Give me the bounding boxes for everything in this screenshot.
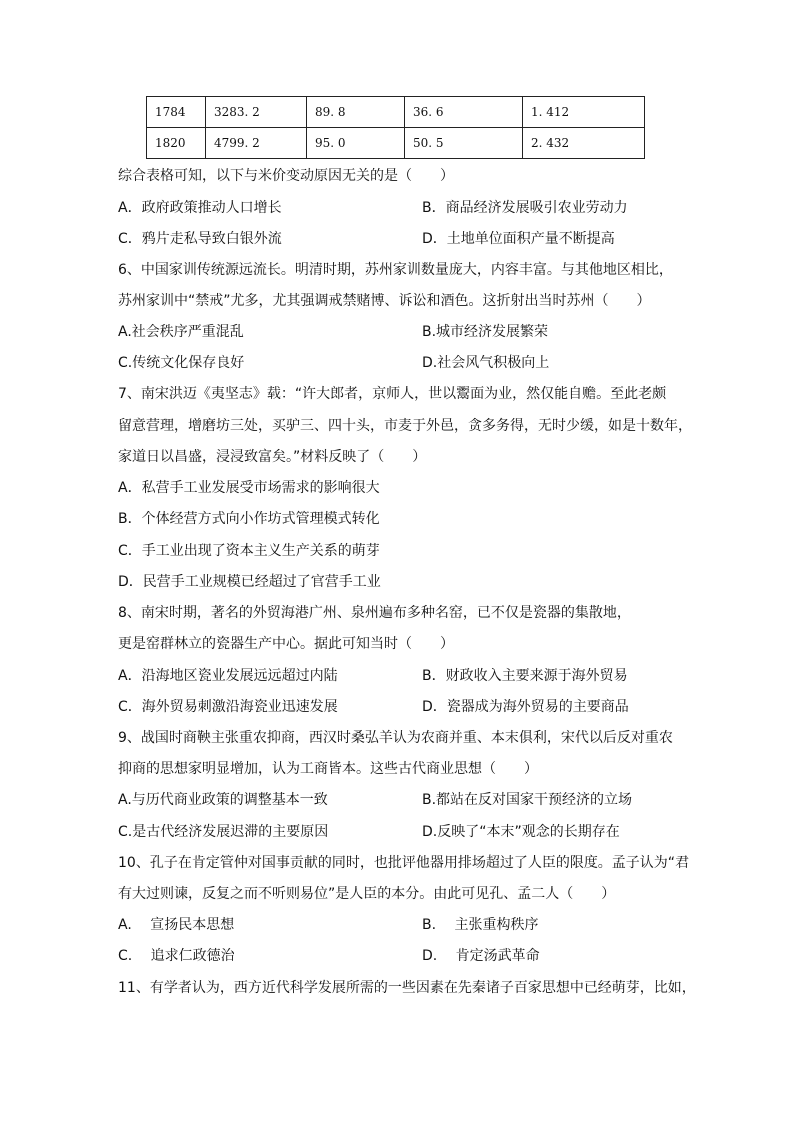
q8-option-c: C．海外贸易刺激沿海瓷业迅速发展: [118, 699, 338, 715]
q5-option-c: C．鸦片走私导致白银外流: [118, 231, 282, 247]
q6-option-a: A.社会秩序严重混乱: [118, 324, 244, 340]
q8-stem-line2: 更是窑群林立的瓷器生产中心。据此可知当时（ ）: [118, 636, 454, 652]
q7-option-a: A．私营手工业发展受市场需求的影响很大: [118, 480, 380, 496]
q5-option-a: A．政府政策推动人口增长: [118, 200, 282, 216]
q7-stem-line3: 家道日以昌盛，浸浸致富矣。”材料反映了（ ）: [118, 449, 427, 465]
q7-option-d: D．民营手工业规模已经超过了官营手工业: [118, 574, 381, 590]
q8-option-b: B．财政收入主要来源于海外贸易: [422, 668, 628, 684]
q10-option-b: B. 主张重构秩序: [422, 917, 539, 933]
q10-option-c: C. 追求仁政德治: [118, 948, 235, 964]
q7-option-c: C．手工业出现了资本主义生产关系的萌芽: [118, 543, 380, 559]
q11-stem-line1: 11、有学者认为，西方近代科学发展所需的一些因素在先秦诸子百家思想中已经萌芽，比如，: [118, 980, 696, 996]
table-cell: 1820: [147, 128, 206, 159]
q5-stem: 综合表格可知，以下与米价变动原因无关的是（ ）: [118, 168, 454, 184]
q10-stem-line2: 有大过则谏，反复之而不听则易位”是人臣的本分。由此可见孔、孟二人（ ）: [118, 886, 616, 902]
q6-option-b: B.城市经济发展繁荣: [422, 324, 549, 340]
table-cell: 36. 6: [405, 97, 523, 128]
q9-option-b: B.都站在反对国家干预经济的立场: [422, 792, 633, 808]
q6-option-c: C.传统文化保存良好: [118, 355, 245, 371]
q7-stem-line2: 留意营理，增磨坊三处，买驴三、四十头，市麦于外邑，贪多务得，无时少缓，如是十数年，: [118, 418, 692, 434]
q6-option-d: D.社会风气积极向上: [422, 355, 550, 371]
q9-option-d: D.反映了“本末”观念的长期存在: [422, 824, 620, 840]
table-cell: 89. 8: [307, 97, 405, 128]
table-cell: 1. 412: [523, 97, 645, 128]
q7-option-b: B．个体经营方式向小作坊式管理模式转化: [118, 511, 380, 527]
q9-option-a: A.与历代商业政策的调整基本一致: [118, 792, 328, 808]
q9-stem-line1: 9、战国时商鞅主张重农抑商，西汉时桑弘羊认为农商并重、本末俱利，宋代以后反对重农: [118, 730, 673, 746]
data-table: [146, 96, 645, 159]
q9-stem-line2: 抑商的思想家明显增加，认为工商皆本。这些古代商业思想（ ）: [118, 761, 538, 777]
table-cell: 4799. 2: [206, 128, 307, 159]
table-cell: 1784: [147, 97, 206, 128]
q8-option-a: A．沿海地区瓷业发展远远超过内陆: [118, 668, 338, 684]
q8-stem-line1: 8、南宋时期，著名的外贸海港广州、泉州遍布多种名窑，已不仅是瓷器的集散地，: [118, 605, 631, 621]
q6-stem-line2: 苏州家训中“禁戒”尤多，尤其强调戒禁赌博、诉讼和酒色。这折射出当时苏州（ ）: [118, 293, 651, 309]
q7-stem-line1: 7、南宋洪迈《夷坚志》载：“许大郎者，京师人，世以鬻面为业，然仅能自赡。至此老颇: [118, 386, 667, 402]
table-cell: 2. 432: [523, 128, 645, 159]
q10-option-d: D. 肯定汤武革命: [422, 948, 540, 964]
table-row: [147, 97, 645, 128]
table-cell: 50. 5: [405, 128, 523, 159]
q5-option-d: D．土地单位面积产量不断提高: [422, 231, 615, 247]
table-cell: 3283. 2: [206, 97, 307, 128]
q6-stem-line1: 6、中国家训传统源远流长。明清时期，苏州家训数量庞大，内容丰富。与其他地区相比，: [118, 262, 673, 278]
table-cell: 95. 0: [307, 128, 405, 159]
q5-option-b: B．商品经济发展吸引农业劳动力: [422, 200, 628, 216]
q10-stem-line1: 10、孔子在肯定管仲对国事贡献的同时，也批评他器用排场超过了人臣的限度。孟子认为“君: [118, 855, 690, 871]
q8-option-d: D．瓷器成为海外贸易的主要商品: [422, 699, 629, 715]
q10-option-a: A. 宣扬民本思想: [118, 917, 235, 933]
table-row: [147, 128, 645, 159]
q9-option-c: C.是古代经济发展迟滞的主要原因: [118, 824, 329, 840]
